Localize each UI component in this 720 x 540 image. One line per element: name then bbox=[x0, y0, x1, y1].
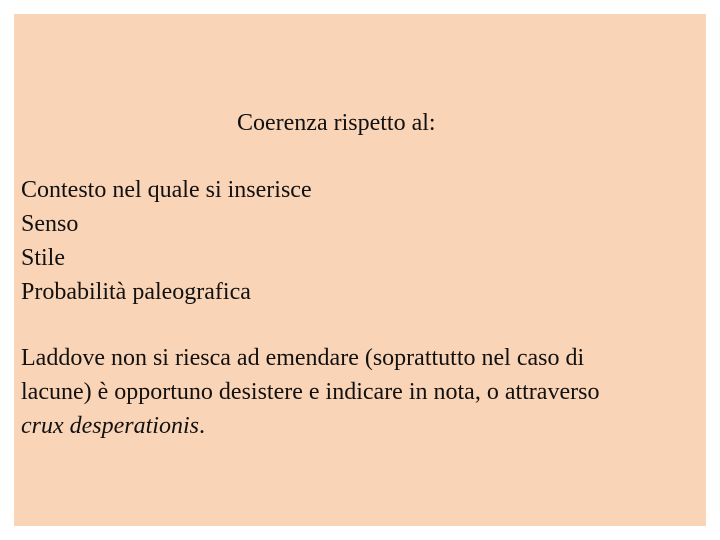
criteria-item: Senso bbox=[21, 211, 79, 237]
end-punctuation: . bbox=[198, 413, 205, 439]
criteria-item: Contesto nel quale si inserisce bbox=[21, 177, 312, 203]
paragraph-line: Laddove non si riesca ad emendare (soprattutto nel caso di bbox=[21, 345, 585, 371]
slide-heading: Coerenza rispetto al: bbox=[237, 110, 436, 136]
paragraph-line: lacune) è opportuno desistere e indicare in nota, o attraverso bbox=[21, 379, 600, 405]
criteria-list bbox=[21, 173, 312, 309]
criteria-item: Stile bbox=[21, 245, 66, 271]
italic-term: crux desperationis bbox=[21, 413, 199, 439]
slide bbox=[14, 14, 706, 526]
criteria-item: Probabilità paleografica bbox=[21, 279, 251, 305]
emendation-paragraph bbox=[21, 341, 701, 443]
paragraph-line bbox=[21, 409, 701, 443]
